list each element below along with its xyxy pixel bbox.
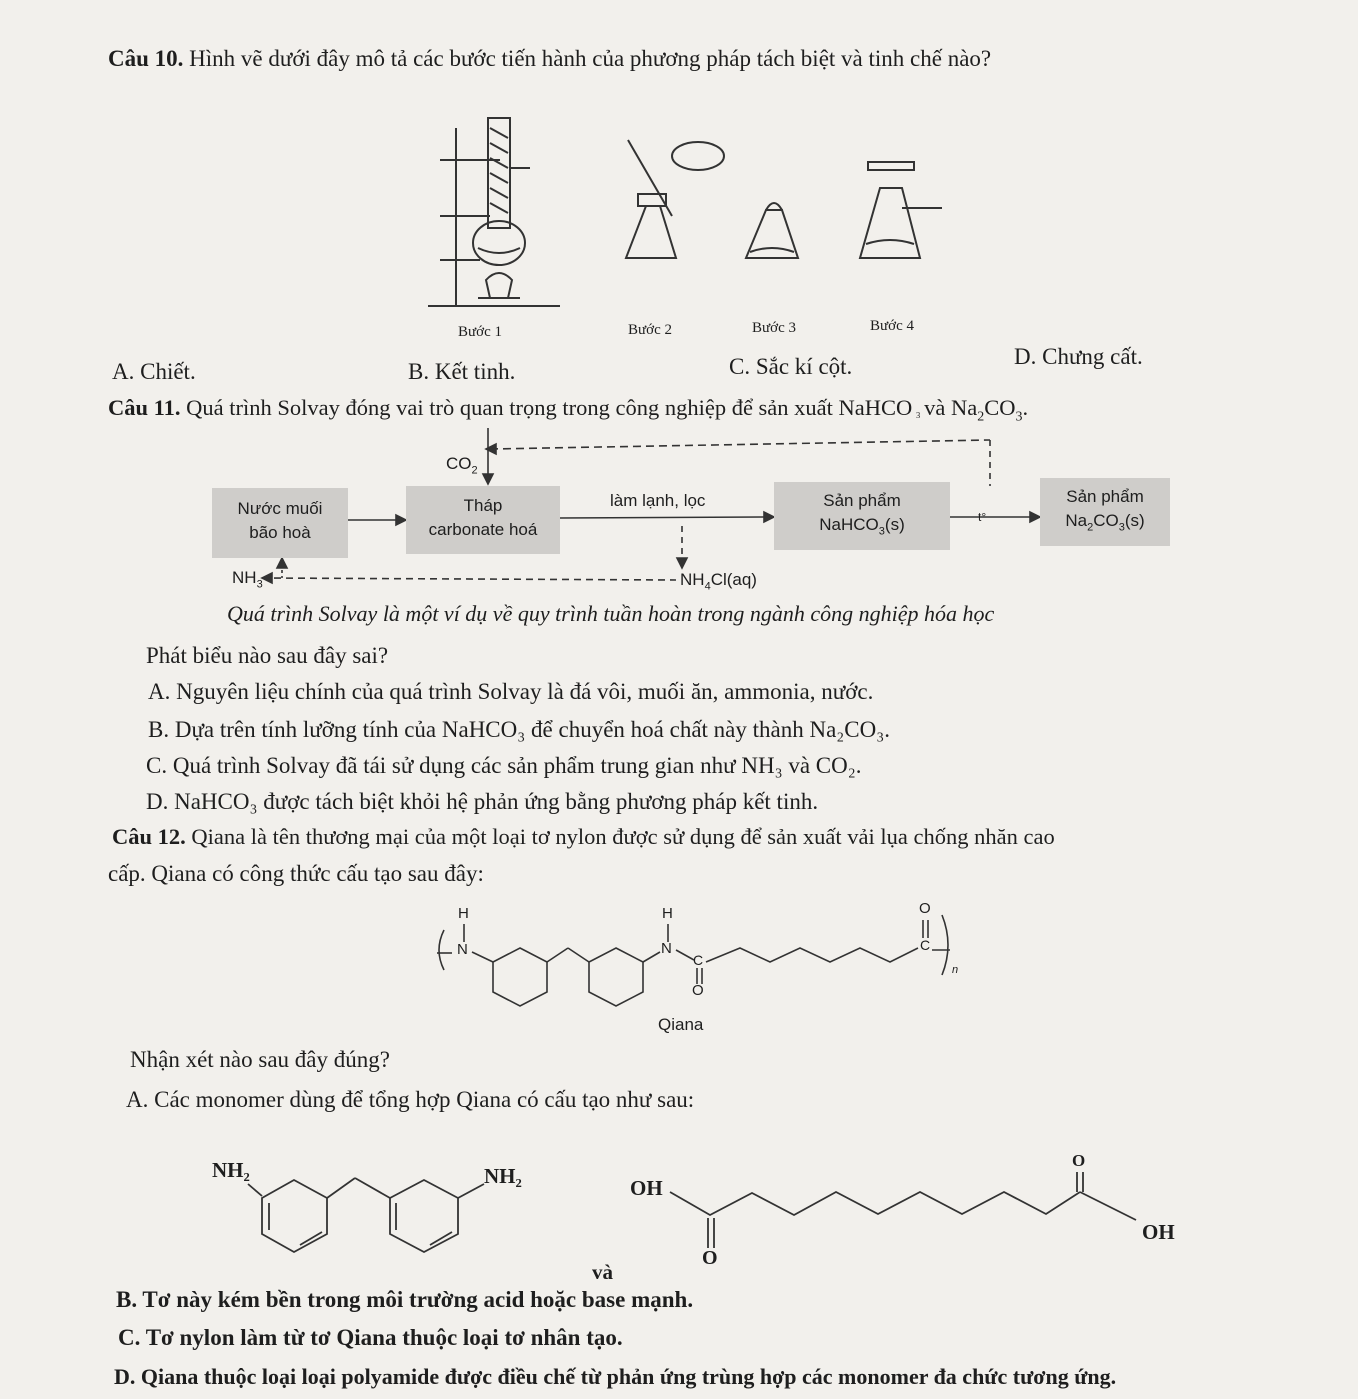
box3-line2: NaHCO$_3$(s) bbox=[819, 515, 905, 538]
nh4cl-tail: Cl(aq) bbox=[710, 570, 757, 589]
box1-line2: bão hoà bbox=[249, 523, 311, 542]
monomer-o-left: O bbox=[702, 1247, 718, 1269]
cool-filter-label: làm lạnh, lọc bbox=[610, 491, 706, 510]
qiana-n1: N bbox=[457, 941, 468, 958]
qiana-n-subscript: n bbox=[952, 964, 959, 976]
nh3-text: NH bbox=[232, 568, 257, 587]
box2-line1: Tháp bbox=[463, 496, 503, 515]
box4-state: (s) bbox=[1124, 511, 1145, 530]
qiana-o1: O bbox=[692, 982, 704, 999]
q11-option-a: A. Nguyên liệu chính của quá trình Solvay là đá vôi, muối ăn, ammonia, nước. bbox=[148, 679, 874, 704]
heat-label: t° bbox=[978, 510, 987, 524]
q11-option-b: B. Dựa trên tính lưỡng tính của NaHCO₃ để chuyển hoá chất này thành Na₂CO₃. bbox=[148, 717, 891, 742]
q11-question-text: Phát biểu nào sau đây sai? bbox=[146, 643, 389, 668]
q12-number: Câu 12. bbox=[112, 824, 186, 849]
q10-option-b: B. Kết tinh. bbox=[408, 359, 516, 384]
q11-option-d: D. NaHCO₃ được tách biệt khỏi hệ phản ứng bằng phương pháp kết tinh. bbox=[146, 789, 819, 814]
q11-title-tail: và Na bbox=[924, 395, 978, 420]
q11-caption: Quá trình Solvay là một ví dụ về quy trình tuần hoàn trong ngành công nghiệp hóa học bbox=[227, 601, 995, 626]
step-4-label: Bước 4 bbox=[870, 318, 914, 334]
nh3-label: $NH_3$ bbox=[232, 568, 263, 591]
q12-question-text: Nhận xét nào sau đây đúng? bbox=[130, 1047, 390, 1072]
qiana-name: Qiana bbox=[658, 1015, 704, 1034]
monomer-oh-right: OH bbox=[1142, 1220, 1175, 1244]
monomer-nh2-left: NH₂ bbox=[212, 1158, 250, 1182]
q11-title: Câu 11. Quá trình Solvay đóng vai trò quan trọng trong công nghiệp để sản xuất NaHCO ₃ và $Na_2CO_3$. bbox=[108, 395, 1029, 425]
monomer-o-right: O bbox=[1072, 1151, 1086, 1170]
q11-number: Câu 11. bbox=[108, 395, 181, 420]
box3-state: (s) bbox=[884, 515, 905, 534]
box4-line2: $Na_2CO_3(s)$ bbox=[1065, 511, 1145, 534]
qiana-o2: O bbox=[919, 900, 931, 917]
q12-option-d: D. Qiana thuộc loại loại polyamide được điều chế từ phản ứng trùng hợp các monomer đa chức tương ứng. bbox=[114, 1364, 1117, 1389]
box3-nahco3: NaHCO bbox=[819, 515, 879, 534]
monomer-oh-left: OH bbox=[630, 1176, 663, 1200]
q12-option-c: C. Tơ nylon làm từ tơ Qiana thuộc loại tơ nhân tạo. bbox=[118, 1325, 623, 1350]
q12-text: Qiana là tên thương mại của một loại tơ nylon được sử dụng để sản xuất vải lụa chống nhăn cao bbox=[191, 824, 1055, 849]
co2-label: $CO_2$ bbox=[446, 454, 478, 477]
box2-line2: carbonate hoá bbox=[428, 520, 538, 539]
q11-title-period: . bbox=[1022, 395, 1029, 420]
q12-title-line2: cấp. Qiana có công thức cấu tạo sau đây: bbox=[108, 861, 484, 886]
box4-line1: Sản phẩm bbox=[1066, 487, 1144, 506]
box1-line1: Nước muối bbox=[237, 499, 323, 518]
q12-option-a: A. Các monomer dùng để tổng hợp Qiana có cấu tạo như sau: bbox=[126, 1087, 695, 1112]
q10-number: Câu 10. bbox=[108, 46, 184, 71]
step-3-label: Bước 3 bbox=[752, 320, 796, 336]
monomer-and: và bbox=[592, 1260, 613, 1284]
q11-text: Quá trình Solvay đóng vai trò quan trọng trong công nghiệp để sản xuất NaHCO bbox=[186, 395, 913, 420]
q12-option-b: B. Tơ này kém bền trong môi trường acid hoặc base mạnh. bbox=[116, 1287, 694, 1312]
qiana-h1: H bbox=[458, 905, 469, 922]
monomer-nh2-right: NH₂ bbox=[484, 1164, 522, 1188]
q11-title-end: CO bbox=[984, 395, 1016, 420]
q10-option-c: C. Sắc kí cột. bbox=[729, 354, 853, 379]
qiana-n2: N bbox=[661, 940, 672, 957]
co2-text: CO bbox=[446, 454, 472, 473]
qiana-h2: H bbox=[662, 905, 673, 922]
nh4cl-text: NH bbox=[680, 570, 705, 589]
box4-co: CO bbox=[1093, 511, 1119, 530]
qiana-c2: C bbox=[920, 937, 931, 953]
step-1-label: Bước 1 bbox=[458, 324, 502, 340]
box4-na: Na bbox=[1065, 511, 1088, 530]
q10-option-d: D. Chưng cất. bbox=[1014, 344, 1143, 369]
qiana-c1: C bbox=[693, 952, 704, 968]
q11-option-c: C. Quá trình Solvay đã tái sử dụng các sản phẩm trung gian như NH₃ và CO₂. bbox=[146, 753, 862, 778]
step-2-label: Bước 2 bbox=[628, 322, 672, 338]
nh4cl-label: $NH_4Cl(aq)$ bbox=[680, 570, 757, 593]
q10-text: Hình vẽ dưới đây mô tả các bước tiến hành của phương pháp tách biệt và tinh chế nào? bbox=[189, 46, 992, 71]
box3-line1: Sản phẩm bbox=[823, 491, 901, 510]
q10-option-a: A. Chiết. bbox=[112, 359, 196, 384]
